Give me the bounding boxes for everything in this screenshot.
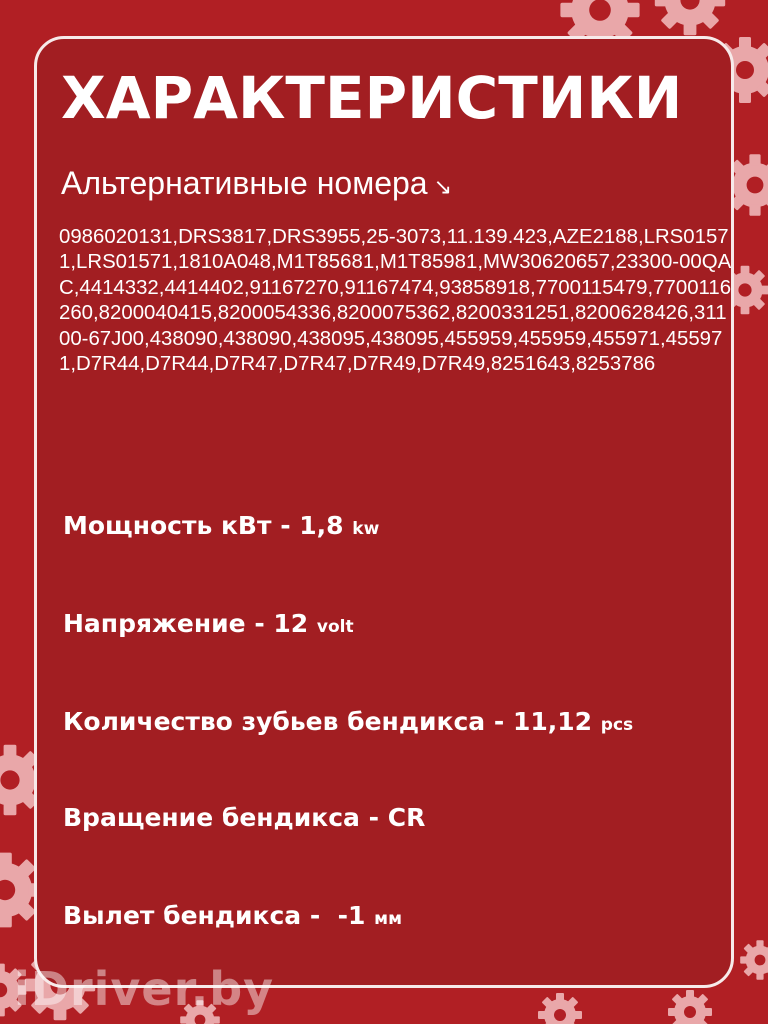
spec-offset <box>63 903 402 928</box>
spec-rotation <box>63 805 425 830</box>
spec-label: Мощность кВт <box>63 511 272 540</box>
spec-power <box>63 513 379 538</box>
spec-teeth-count <box>63 709 633 734</box>
spec-unit: volt <box>316 617 354 637</box>
spec-unit: kw <box>352 519 380 539</box>
spec-voltage <box>63 611 354 636</box>
spec-value: - -1 <box>309 901 366 930</box>
alt-numbers-list: 0986020131,DRS3817,DRS3955,25-3073,11.139.423,AZE2188,LRS01571,LRS01571,1810A048,M1T85681,M1T85981,MW30620657,23300-00QAC,4414332,4414402,91167270,91167474,93858918,7700115479,7700116260,8200040415,8200054336,8200075362,8200331251,8200628426,31100-67J00,438090,438090,438095,438095,455959,455959,455971,455971,D7R44,D7R44,D7R47,D7R47,D7R49,D7R49,8251643,8253786 <box>59 226 732 376</box>
spec-value: - 12 <box>254 609 309 638</box>
alt-numbers-heading <box>61 167 452 199</box>
watermark: iDriver.by <box>14 962 275 1016</box>
alt-numbers-heading-label: Альтернативные номера <box>61 165 428 201</box>
spec-value: - 1,8 <box>280 511 344 540</box>
page-title: ХАРАКТЕРИСТИКИ <box>61 64 683 132</box>
spec-unit: pcs <box>600 715 634 735</box>
spec-label: Вращение бендикса <box>63 803 360 832</box>
spec-unit: мм <box>374 909 402 929</box>
spec-label: Напряжение <box>63 609 246 638</box>
spec-label: Вылет бендикса <box>63 901 302 930</box>
arrow-down-right-icon: ↘ <box>433 174 453 199</box>
characteristics-card <box>34 36 734 988</box>
spec-label: Количество зубьев бендикса <box>63 707 486 736</box>
spec-value: - CR <box>368 803 426 832</box>
spec-value: - 11,12 <box>493 707 593 736</box>
